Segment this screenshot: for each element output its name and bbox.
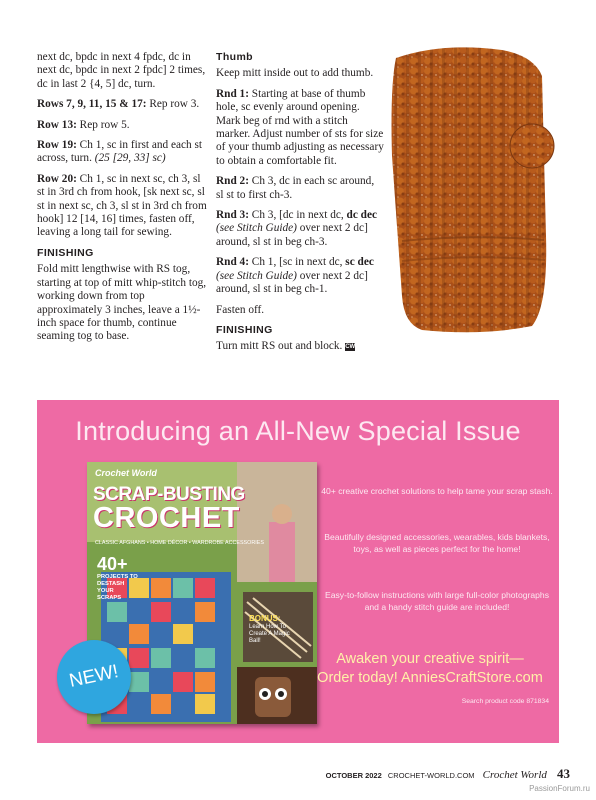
product-code: Search product code 871834 — [461, 698, 549, 705]
new-badge-label: NEW! — [67, 661, 121, 692]
paragraph — [216, 209, 384, 249]
project-count-text: PROJECTS TO DESTASH YOUR SCRAPS — [97, 574, 138, 601]
rnd-label: Rnd 1: — [216, 87, 249, 100]
section-heading: FINISHING — [37, 246, 94, 259]
rnd-text: over next 2 dc] around, sl st in beg ch-1. — [216, 269, 368, 296]
ad-call-to-action[interactable] — [299, 650, 559, 688]
new-badge — [57, 640, 131, 714]
paragraph: next dc, bpdc in next 4 fpdc, dc in next dc, bpdc in next 2 fpdc] 2 times, dc in last 2 {4, 5] dc, turn. — [37, 51, 206, 90]
pattern-column-1 — [37, 51, 207, 351]
paragraph: Keep mitt inside out to add thumb. — [216, 67, 374, 80]
paragraph: Fasten off. — [216, 303, 265, 316]
cta-link[interactable]: Order today! AnniesCraftStore.com — [317, 670, 543, 686]
cta-line-1: Awaken your creative spirit— — [336, 651, 524, 667]
row-label: Rows 7, 9, 11, 15 & 17: — [37, 98, 147, 111]
bonus-label: BONUS: — [249, 614, 281, 623]
row-text: Rep row 5. — [76, 118, 130, 131]
rnd-label: Rnd 2: — [216, 175, 249, 188]
issue-date: OCTOBER 2022 — [325, 771, 382, 780]
bonus-text: Learn How To Create A Magic Ball! — [249, 624, 290, 644]
end-of-pattern-icon: CW — [345, 343, 356, 350]
rnd-label: Rnd 3: — [216, 209, 249, 222]
ad-feature: 40+ creative crochet solutions to help tame your scrap stash. — [321, 486, 553, 496]
paragraph — [216, 175, 384, 202]
paragraph — [37, 119, 207, 132]
project-count: 40+ — [97, 554, 128, 574]
row-text: Ch 1, sc in next sc, ch 3, sl st in 3rd ch from hook, [sk next sc, sl st in next sc, ch 3, sl st in 3rd ch from hook] 12 [14, 16] times, fasten off, leaving a long tail for sewing. — [37, 172, 207, 239]
rnd-text: Ch 1, [sc in next dc, — [248, 256, 346, 269]
paragraph — [37, 173, 207, 240]
mitt-photo — [382, 36, 560, 338]
stitch-ref: (see Stitch Guide) — [216, 269, 297, 282]
pattern-column-2 — [216, 51, 384, 361]
site-link[interactable]: CROCHET-WORLD.COM — [387, 771, 475, 780]
stitch-count: (25 [29, 33] sc) — [91, 152, 166, 165]
stitch-term: sc dec — [345, 256, 374, 269]
row-text: Rep row 3. — [146, 98, 200, 111]
ad-title: Introducing an All-New Special Issue — [75, 416, 521, 446]
paragraph — [216, 88, 384, 168]
finishing-text: Turn mitt RS out and block. — [216, 340, 346, 353]
magazine-brand: Crochet World — [95, 468, 157, 478]
stitch-ref: (see Stitch Guide) — [216, 222, 297, 235]
watermark: PassionForum.ru — [529, 784, 590, 793]
magazine-title-1: SCRAP-BUSTING — [93, 484, 245, 505]
row-label: Row 20: — [37, 172, 77, 185]
page-footer — [0, 766, 570, 782]
ad-feature: Easy-to-follow instructions with large full-color photographs and a handy stitch guide are included! — [324, 590, 550, 612]
section-heading: Thumb — [216, 51, 253, 63]
magazine-subtitle: CLASSIC AFGHANS • HOME DÉCOR • WARDROBE ACCESSORIES — [95, 540, 264, 546]
paragraph — [216, 256, 384, 296]
magazine-title-2: CROCHET — [93, 502, 240, 534]
magazine-brand-footer: Crochet World — [482, 769, 547, 781]
stitch-term: dc dec — [346, 209, 377, 222]
row-label: Row 19: — [37, 139, 77, 152]
rnd-text: Ch 3, [dc in next dc, — [248, 209, 347, 222]
rnd-label: Rnd 4: — [216, 256, 249, 269]
paragraph — [216, 340, 384, 353]
rnd-text: Starting at base of thumb hole, sc evenly around opening. Mark beg of rnd with a stitch marker. Adjust number of sts for size of your thumb adjusting as necessary to obtain a comfortable fit. — [216, 87, 384, 167]
paragraph — [37, 98, 207, 111]
special-issue-ad[interactable] — [37, 400, 559, 743]
paragraph — [37, 139, 207, 166]
page-number: 43 — [557, 766, 570, 781]
section-heading: FINISHING — [216, 323, 273, 336]
paragraph: Fold mitt lengthwise with RS tog, starting at top of mitt whip-stitch tog, working down from top approximately 3 inches, leave a 1½-inch space for thumb, continue seaming tog to base. — [37, 263, 207, 343]
ad-feature: Beautifully designed accessories, wearables, kids blankets, toys, as well as pieces perfect for the home! — [324, 532, 550, 554]
rnd-text: Ch 3, dc in each sc around, sl st to first ch-3. — [216, 175, 375, 201]
row-label: Row 13: — [37, 118, 77, 131]
rnd-text: over next 2 dc] around, sl st in beg ch-3. — [216, 222, 368, 248]
row-text: Ch 1, sc in first and each st across, turn. — [37, 139, 203, 165]
